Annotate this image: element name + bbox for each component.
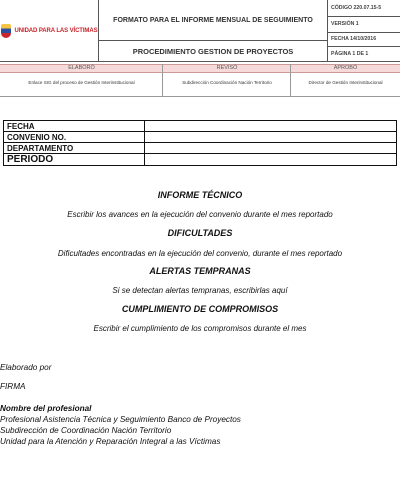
field-value-departamento[interactable] bbox=[145, 143, 397, 154]
signature-label: FIRMA bbox=[0, 382, 26, 391]
approval-value-aprobo: Director de Gestión Interinstitucional bbox=[308, 80, 383, 85]
document-title: FORMATO PARA EL INFORME MENSUAL DE SEGUIMIENTO bbox=[113, 16, 313, 24]
table-row bbox=[4, 154, 397, 166]
version-field: VERSIÓN 1 bbox=[331, 21, 359, 27]
logo bbox=[0, 0, 98, 62]
professional-role: Profesional Asistencia Técnica y Seguimiento Banco de Proyectos bbox=[0, 415, 241, 424]
page-field: PÁGINA 1 DE 1 bbox=[331, 51, 369, 57]
divider bbox=[327, 0, 328, 62]
section-title-dificultades: DIFICULTADES bbox=[167, 228, 233, 238]
approval-value-reviso: Subdirección Coordinación Nación Territorio bbox=[182, 80, 272, 85]
approval-label-reviso: REVISÓ bbox=[216, 65, 238, 71]
document-header bbox=[0, 0, 400, 62]
coat-of-arms-icon bbox=[1, 24, 11, 38]
field-value-fecha[interactable] bbox=[145, 121, 397, 132]
table-row bbox=[4, 121, 397, 132]
section-body-dificultades: Dificultades encontradas en la ejecución del convenio, durante el mes reportado bbox=[57, 249, 343, 258]
date-field: FECHA 14/10/2016 bbox=[331, 36, 377, 42]
section-title-informe: INFORME TÉCNICO bbox=[157, 190, 243, 200]
table-row bbox=[4, 143, 397, 154]
section-title-compromisos: CUMPLIMIENTO DE COMPROMISOS bbox=[121, 304, 279, 314]
logo-text: UNIDAD PARA LAS VÍCTIMAS bbox=[14, 28, 98, 34]
professional-name: Nombre del profesional bbox=[0, 404, 92, 413]
approval-value-elaboro: Enlace SIG del proceso de Gestión Interinstitucional bbox=[28, 80, 135, 85]
divider bbox=[0, 96, 400, 97]
approval-strip bbox=[0, 62, 400, 96]
professional-department: Subdirección de Coordinación Nación Territorio bbox=[0, 426, 172, 435]
table-row bbox=[4, 132, 397, 143]
field-label-fecha: FECHA bbox=[4, 121, 145, 132]
document-subtitle: PROCEDIMIENTO GESTION DE PROYECTOS bbox=[132, 46, 294, 56]
field-value-periodo[interactable] bbox=[145, 154, 397, 166]
divider bbox=[327, 46, 400, 47]
section-body-alertas: Si se detectan alertas tempranas, escribirlas aquí bbox=[112, 286, 288, 295]
field-value-convenio[interactable] bbox=[145, 132, 397, 143]
field-label-periodo: PERIODO bbox=[4, 154, 145, 166]
section-title-alertas: ALERTAS TEMPRANAS bbox=[149, 266, 251, 276]
prepared-by-label: Elaborado por bbox=[0, 363, 52, 372]
divider bbox=[327, 32, 400, 33]
section-body-compromisos: Escribir el cumplimiento de los compromisos durante el mes bbox=[93, 324, 307, 333]
section-body-informe: Escribir los avances en la ejecución del convenio durante el mes reportado bbox=[67, 210, 333, 219]
approval-label-aprobo: APROBÓ bbox=[333, 65, 358, 71]
divider bbox=[327, 16, 400, 17]
field-label-departamento: DEPARTAMENTO bbox=[4, 143, 145, 154]
professional-unit: Unidad para la Atención y Reparación Integral a las Víctimas bbox=[0, 437, 221, 446]
field-label-convenio: CONVENIO NO. bbox=[4, 132, 145, 143]
approval-label-elaboro: ELABORÓ bbox=[68, 65, 95, 71]
info-table bbox=[3, 120, 397, 166]
code-field: CÓDIGO 220.07.15-5 bbox=[331, 5, 382, 11]
